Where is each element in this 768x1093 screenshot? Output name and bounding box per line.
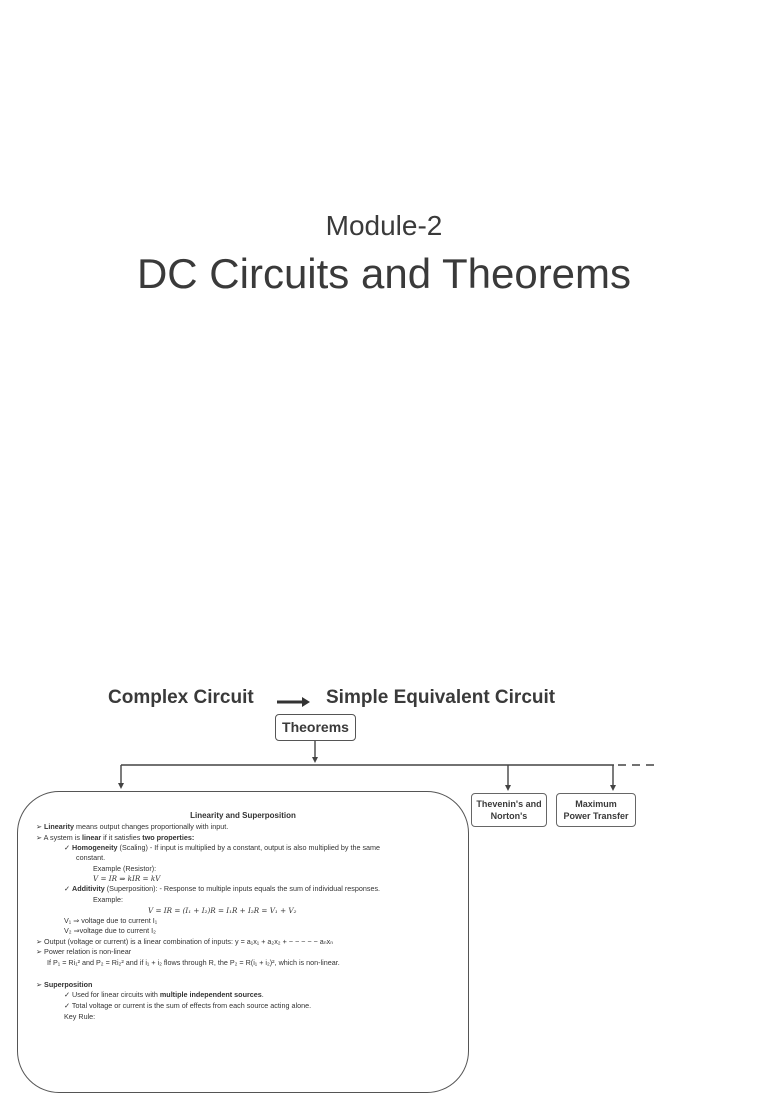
card-line — [64, 884, 380, 894]
card-line — [93, 864, 156, 874]
arrow-bullet-icon: ➢ — [36, 947, 45, 956]
main-title: DC Circuits and Theorems — [136, 250, 632, 297]
line-text: means output changes proportionally with input. — [74, 822, 229, 831]
branch-drop-mpt-arrow — [610, 785, 616, 791]
branch-drop-linearity-arrow — [118, 783, 124, 789]
line-text: Example (Resistor): — [93, 864, 157, 873]
line-text: Used for linear circuits with — [72, 990, 160, 999]
line-bold-text: Superposition — [44, 980, 93, 989]
line-bold-text: Linearity — [44, 822, 74, 831]
check-bullet-icon: ✓ — [64, 1001, 72, 1010]
card-title: Linearity and Superposition — [190, 811, 296, 820]
line-text: Example: — [93, 895, 123, 904]
theorems-stem-arrow — [312, 757, 318, 763]
arrow-bullet-icon: ➢ — [36, 937, 45, 946]
flow-source-label: Complex Circuit — [108, 687, 254, 708]
check-bullet-icon: ✓ — [64, 843, 73, 852]
line-text: (Superposition): - Response to multiple inputs equals the sum of individual responses. — [104, 884, 381, 893]
maximum-power-transfer-box: Maximum Power Transfer — [556, 793, 636, 827]
line-bold-text: multiple independent sources — [159, 990, 262, 999]
card-line — [64, 916, 157, 926]
line-text: if it satisfies — [101, 833, 143, 842]
card-line — [93, 874, 160, 884]
module-title: Module-2 — [325, 210, 443, 241]
card-line — [76, 853, 105, 863]
line-text: V = IR ⇒ kIR = kV — [93, 874, 161, 883]
check-bullet-icon: ✓ — [64, 990, 73, 999]
arrow-bullet-icon: ➢ — [36, 833, 44, 842]
line-bold-text: Additivity — [72, 884, 105, 893]
card-line — [64, 1012, 95, 1022]
card-line — [36, 947, 131, 957]
arrow-bullet-icon: ➢ — [36, 822, 45, 831]
thevenin-nortons-box: Thevenin's and Norton's — [471, 793, 547, 827]
check-bullet-icon: ✓ — [64, 884, 73, 893]
flow-arrow-head — [302, 697, 310, 707]
line-text: Power relation is non-linear — [44, 947, 132, 956]
line-text: V = IR = (I₁ + I₂)R = I₁R + I₂R = V₁ + V₂ — [148, 906, 297, 915]
line-text: A system is — [43, 833, 82, 842]
card-line — [64, 926, 156, 936]
card-line — [93, 895, 123, 905]
card-line — [36, 822, 228, 832]
card-line — [64, 843, 380, 853]
line-bold-text: linear — [81, 833, 102, 842]
branch-drop-thevenin-arrow — [505, 785, 511, 791]
card-line — [64, 990, 264, 1000]
line-text: (Scaling) - If input is multiplied by a constant, output is also multiplied by the same — [117, 843, 381, 852]
arrow-bullet-icon: ➢ — [36, 980, 45, 989]
flow-target-label: Simple Equivalent Circuit — [326, 687, 556, 708]
line-bold-text: Homogeneity — [72, 843, 118, 852]
card-line — [148, 906, 296, 916]
card-line — [36, 937, 333, 947]
line-text: Output (voltage or current) is a linear combination of inputs: y = a₁x₁ + a₂x₂ + − − − − − aₙxₙ — [44, 937, 334, 946]
line-text: Total voltage or current is the sum of effects from each source acting alone. — [71, 1001, 312, 1010]
card-line — [47, 958, 340, 968]
line-text: V₂ ⇒voltage due to current I₂ — [64, 926, 156, 935]
line-text: V₁ ⇒ voltage due to current I₁ — [64, 916, 158, 925]
card-line — [36, 833, 194, 843]
line-text: constant. — [76, 853, 106, 862]
line-bold-text: two properties: — [142, 833, 195, 842]
theorems-box: Theorems — [275, 714, 356, 741]
line-text: Key Rule: — [64, 1012, 96, 1021]
line-text: If P₁ = Ri₁² and P₂ = Ri₂² and if i₁ + i₂ flows through R, the P₂ = R(i₁ + i₂)², which is non-linear. — [47, 958, 340, 967]
card-line — [64, 1001, 311, 1011]
line-text: . — [261, 990, 264, 999]
card-line — [36, 980, 92, 990]
